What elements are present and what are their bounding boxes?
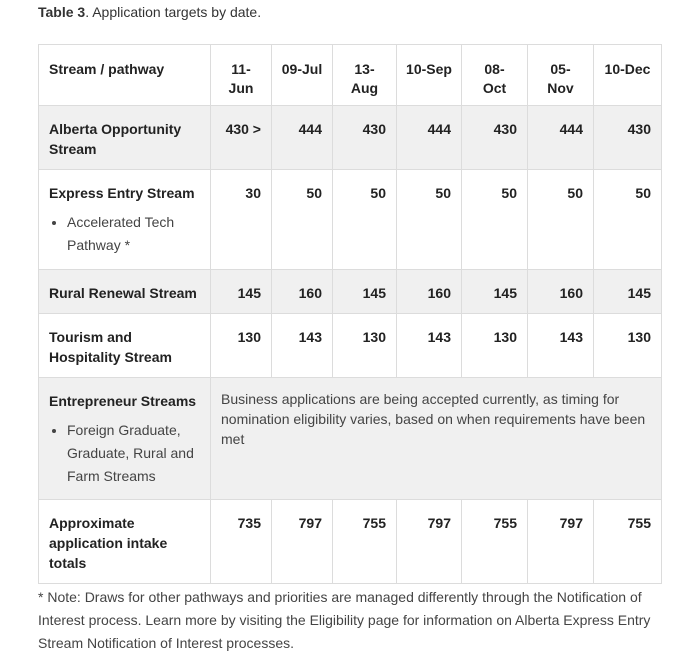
table-row xyxy=(39,270,662,314)
row-label-group xyxy=(39,378,211,500)
table-cell: 160 xyxy=(528,270,594,314)
caption-label: Table 3 xyxy=(38,4,86,20)
table-row xyxy=(39,378,662,500)
table-cell: 755 xyxy=(333,500,397,584)
table-cell: 430 xyxy=(594,106,662,170)
table-cell: 797 xyxy=(528,500,594,584)
table-cell: 430 xyxy=(462,106,528,170)
row-label: Tourism and Hospitality Stream xyxy=(39,314,211,378)
table-cell: 160 xyxy=(397,270,462,314)
table-row xyxy=(39,170,662,270)
header-row xyxy=(39,45,662,106)
table-cell: 50 xyxy=(528,170,594,270)
header-date: 10-Dec xyxy=(594,45,662,106)
table-cell: 143 xyxy=(272,314,333,378)
table-cell: 143 xyxy=(528,314,594,378)
caption-text: . Application targets by date. xyxy=(85,4,262,20)
table-cell: 160 xyxy=(272,270,333,314)
table-cell: 130 xyxy=(211,314,272,378)
table-cell: 145 xyxy=(333,270,397,314)
table-cell: 444 xyxy=(397,106,462,170)
table-row xyxy=(39,106,662,170)
row-label: Alberta Opportunity Stream xyxy=(39,106,211,170)
table-row xyxy=(39,500,662,584)
table-cell: 50 xyxy=(462,170,528,270)
header-date: 11-Jun xyxy=(211,45,272,106)
table-cell: 130 xyxy=(462,314,528,378)
table-cell: 145 xyxy=(594,270,662,314)
table-cell: 444 xyxy=(272,106,333,170)
sub-pathway: • Accelerated Tech Pathway * xyxy=(67,211,202,257)
table-cell: 50 xyxy=(397,170,462,270)
sub-pathway: • Foreign Graduate, Graduate, Rural and Farm Streams xyxy=(67,419,202,488)
header-date: 09-Jul xyxy=(272,45,333,106)
header-date: 08-Oct xyxy=(462,45,528,106)
table-cell: 755 xyxy=(594,500,662,584)
table-caption xyxy=(38,4,261,20)
entrepreneur-note: Business applications are being accepted currently, as timing for nomination eligibility varies, based on when requirements have been met xyxy=(211,378,662,500)
table-cell: 145 xyxy=(211,270,272,314)
header-date: 13-Aug xyxy=(333,45,397,106)
table-cell: 797 xyxy=(272,500,333,584)
application-targets-table xyxy=(38,44,662,584)
table-cell: 50 xyxy=(333,170,397,270)
row-label: Entrepreneur Streams xyxy=(49,393,197,409)
table-cell: 145 xyxy=(462,270,528,314)
row-label: Rural Renewal Stream xyxy=(39,270,211,314)
table-cell: 797 xyxy=(397,500,462,584)
table-cell: 50 xyxy=(594,170,662,270)
table-cell: 735 xyxy=(211,500,272,584)
row-label: Approximate application intake totals xyxy=(39,500,211,584)
table-cell: 143 xyxy=(397,314,462,378)
header-date: 10-Sep xyxy=(397,45,462,106)
footnote: * Note: Draws for other pathways and priorities are managed differently through the Notification of Interest process. Learn more by visiting the Eligibility page for information on Alberta Express Entry Stream Notification of Interest processes. xyxy=(38,589,651,651)
table-cell: 50 xyxy=(272,170,333,270)
header-date: 05-Nov xyxy=(528,45,594,106)
header-stream: Stream / pathway xyxy=(39,45,211,106)
table-cell: 130 xyxy=(333,314,397,378)
table-row xyxy=(39,314,662,378)
table-cell: 430 xyxy=(333,106,397,170)
table-cell: 755 xyxy=(462,500,528,584)
table-cell: 30 xyxy=(211,170,272,270)
table-cell: 430 > xyxy=(211,106,272,170)
row-label: Express Entry Stream xyxy=(49,185,195,201)
table-cell: 130 xyxy=(594,314,662,378)
row-label-group xyxy=(39,170,211,270)
table-cell: 444 xyxy=(528,106,594,170)
